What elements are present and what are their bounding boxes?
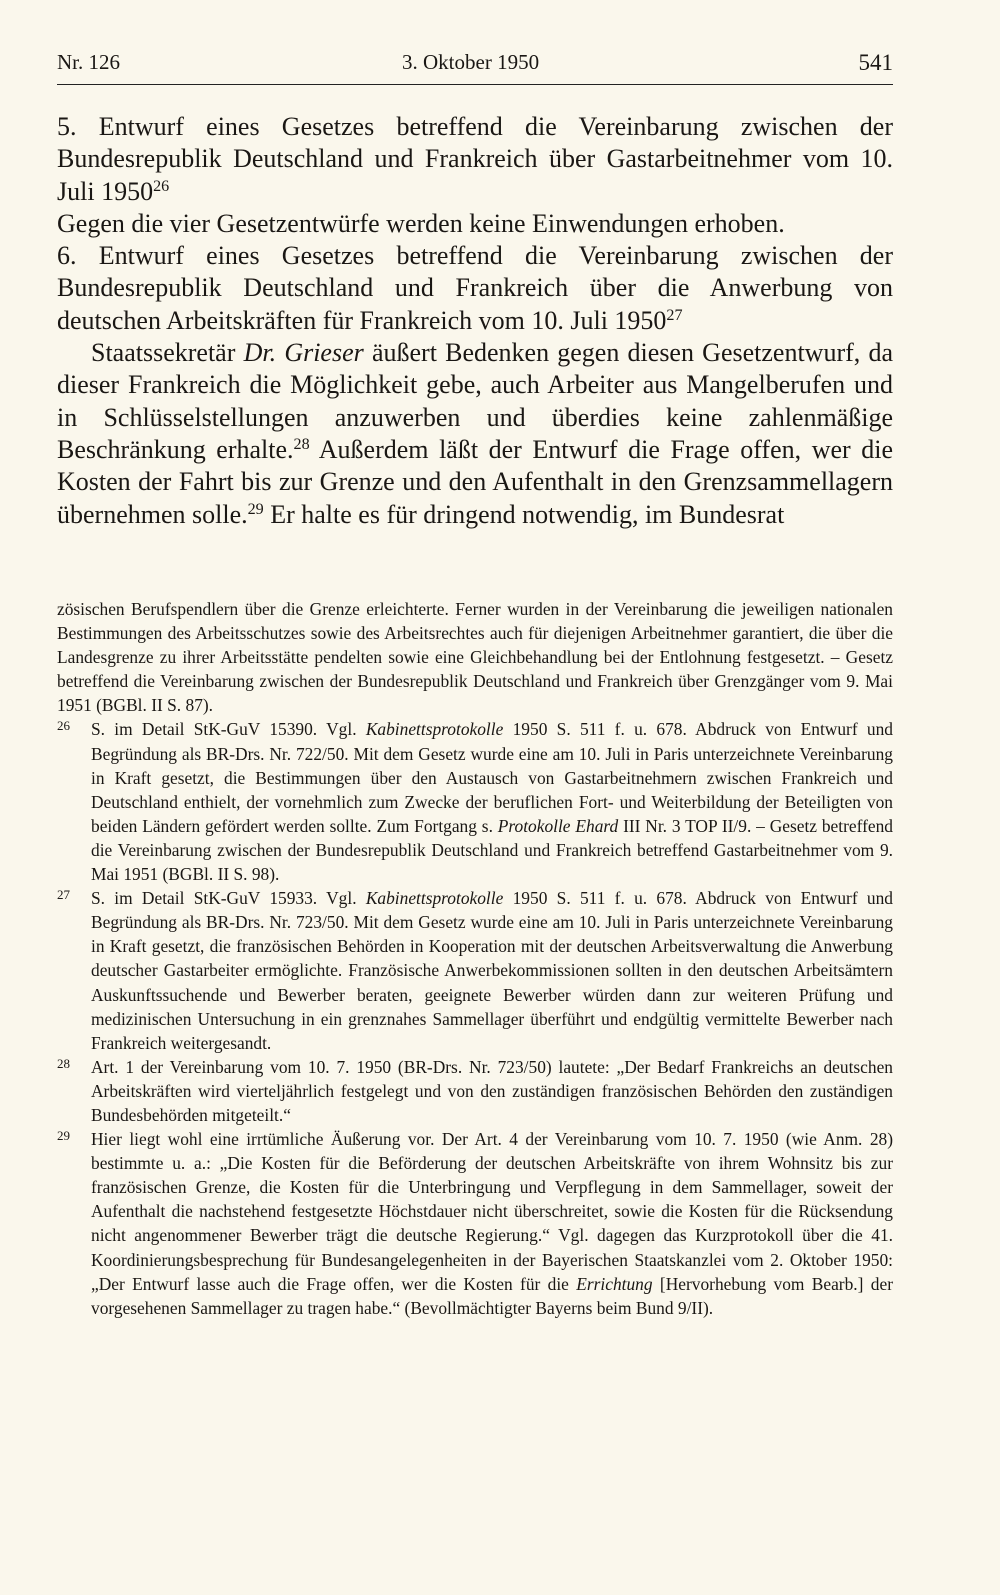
footnote-27-italic-1: Kabinettsprotokolle xyxy=(365,888,504,909)
footnote-number: 28 xyxy=(57,1055,70,1071)
footnote-26-text-c: III Nr. 3 TOP II/9. – Gesetz betreffend die Vereinbarung zwischen der Bundesrepublik Deutschland und Frankreich betreffend Gastarbeitnehmer vom 9. Mai 1951 (BGBl. II S. 98). xyxy=(91,815,893,885)
footnote-ref-26[interactable]: 26 xyxy=(153,177,170,195)
agenda-item-6-text: 6. Entwurf eines Gesetzes betreffend die Vereinbarung zwischen der Bundesrepublik Deutschland und Frankreich über die Anwerbung von deutschen Arbeitskräften für Frankreich vom 10. Juli 1950 xyxy=(57,241,893,335)
footnote-ref-28[interactable]: 28 xyxy=(293,436,310,454)
discussion-text-c: Außerdem läßt der Entwurf die Frage offen, wer die Kosten der Fahrt bis zur Grenze und den Aufenthalt in den Grenzsammellagern übernehmen solle. xyxy=(57,434,893,529)
footnote-28-text: Art. 1 der Vereinbarung vom 10. 7. 1950 (BR-Drs. Nr. 723/50) lautete: „Der Bedarf Frankreichs an deutschen Arbeitskräften wird vierteljährlich festgelegt und von den zuständigen französischen Behörden den zuständigen Bundesbehörden mitgeteilt.“ xyxy=(91,1056,893,1125)
footnote-26-text-b: 1950 S. 511 f. u. 678. Abdruck von Entwurf und Begründung als BR-Drs. Nr. 722/50. Mit dem Gesetz wurde eine am 10. Juli in Paris unterzeichnete Vereinbarung in Kraft gesetzt, die Bestimmungen über den Austausch von Gastarbeitnehmern zwischen Frankreich und Deutschland enthielt, der vornehmlich zum Zwecke der beruflichen Fort- und Weiterbildung der Beteiligten von beiden Ländern gefördert werden sollte. Zum Fortgang s. xyxy=(91,719,893,836)
main-text xyxy=(57,111,893,531)
discussion-paragraph xyxy=(57,337,893,531)
footnote-29-text-b: [Hervorhebung vom Bearb.] der vorgesehenen Sammellager zu tragen habe.“ (Bevollmächtigter Bayerns beim Bund 9/II). xyxy=(91,1273,893,1318)
title-dr: Dr. xyxy=(243,338,277,368)
no-objections-paragraph: Gegen die vier Gesetzentwürfe werden keine Einwendungen erhoben. xyxy=(57,208,785,238)
agenda-item-6 xyxy=(57,240,893,337)
footnote-continuation-text: zösischen Berufspendlern über die Grenze erleichterte. Ferner wurden in der Vereinbarung die jeweiligen nationalen Bestimmungen des Arbeitsschutzes sowie des Arbeitsrechtes auch für diejenigen Arbeitnehmer garantiert, die über die Landesgrenze zu ihrer Arbeitsstätte pendelten sowie eine Gleichbehandlung bei der Entlohnung festgesetzt. – Gesetz betreffend die Vereinbarung zwischen der Bundesrepublik Deutschland und Frankreich über Grenzgänger vom 9. Mai 1951 (BGBl. II S. 87). xyxy=(57,599,893,716)
discussion-text-b: äußert Bedenken gegen diesen Gesetzentwurf, da dieser Frankreich die Möglichkeit gebe, auch Arbeiter aus Mangelberufen und in Schlüsselstellungen anzuwerben und überdies keine zahlenmäßige Beschränkung erhalte. xyxy=(57,338,894,464)
footnote-29-italic-1: Errichtung xyxy=(576,1273,653,1294)
footnote-26-text-a: S. im Detail StK-GuV 15390. Vgl. xyxy=(91,719,366,740)
running-header xyxy=(57,44,893,85)
document-number: Nr. 126 xyxy=(57,50,120,74)
footnote-26-italic-2: Protokolle Ehard xyxy=(497,815,619,836)
speaker-name: Grieser xyxy=(284,338,364,368)
footnote-26 xyxy=(57,717,893,886)
agenda-item-5 xyxy=(57,111,893,208)
footnote-29 xyxy=(57,1127,893,1320)
footnote-29-text-a: Hier liegt wohl eine irrtümliche Äußerung vor. Der Art. 4 der Vereinbarung vom 10. 7. 1950 (wie Anm. 28) bestimmte u. a.: „Die Kosten für die Beförderung der deutschen Arbeitskräfte von ihrem Wohnsitz bis zur französischen Grenze, die Kosten für die Unterbringung und Verpflegung in dem Sammellager, soweit der Aufenthalt die nachstehend festgesetzte Höchstdauer nicht überschreitet, sowie die Kosten für die Rücksendung nicht angenommener Bewerber trägt die deutsche Regierung.“ Vgl. dagegen das Kurzprotokoll über die 41. Koordinierungsbesprechung für Bundesangelegenheiten in der Bayerischen Staatskanzlei vom 2. Oktober 1950: „Der Entwurf lasse auch die Frage offen, wer die Kosten für die xyxy=(91,1129,893,1294)
footnote-27 xyxy=(57,886,893,1055)
discussion-text-a: Staatssekretär xyxy=(91,338,244,368)
footnote-number: 27 xyxy=(57,887,70,903)
footnote-ref-27[interactable]: 27 xyxy=(666,306,683,324)
footnote-number: 29 xyxy=(57,1128,70,1144)
footnote-ref-29[interactable]: 29 xyxy=(247,500,264,518)
footnote-28 xyxy=(57,1055,893,1127)
footnote-continuation xyxy=(57,597,893,717)
footnote-27-text-a: S. im Detail StK-GuV 15933. Vgl. xyxy=(91,888,366,909)
agenda-item-5-text: 5. Entwurf eines Gesetzes betreffend die Vereinbarung zwischen der Bundesrepublik Deutschland und Frankreich über Gastarbeitnehmer vom 10. Juli 1950 xyxy=(57,112,893,206)
footnote-27-text-b: 1950 S. 511 f. u. 678. Abdruck von Entwurf und Begründung als BR-Drs. Nr. 723/50. Mit dem Gesetz wurde eine am 10. Juli in Paris unterzeichnete Vereinbarung in Kraft gesetzt, die französischen Behörden in Kooperation mit der deutschen Arbeitsverwaltung die Anwerbung deutscher Gastarbeiter ermöglichte. Französische Anwerbekommissionen sollten in den deutschen Arbeitsämtern Auskunftssuchende und Bewerber beraten, geeignete Bewerber würden dann zur weiteren Prüfung und medizinischen Untersuchung in ein grenznahes Sammellager überführt und endgültig vermittelte Bewerber nach Frankreich weitergesandt. xyxy=(91,888,893,1053)
header-date: 3. Oktober 1950 xyxy=(402,50,540,74)
footnote-number: 26 xyxy=(57,718,70,734)
footnote-26-italic-1: Kabinettsprotokolle xyxy=(365,719,504,740)
footnotes xyxy=(57,597,893,1320)
discussion-text-d: Er halte es für dringend notwendig, im Bundesrat xyxy=(263,499,785,529)
page-number: 541 xyxy=(858,50,893,75)
